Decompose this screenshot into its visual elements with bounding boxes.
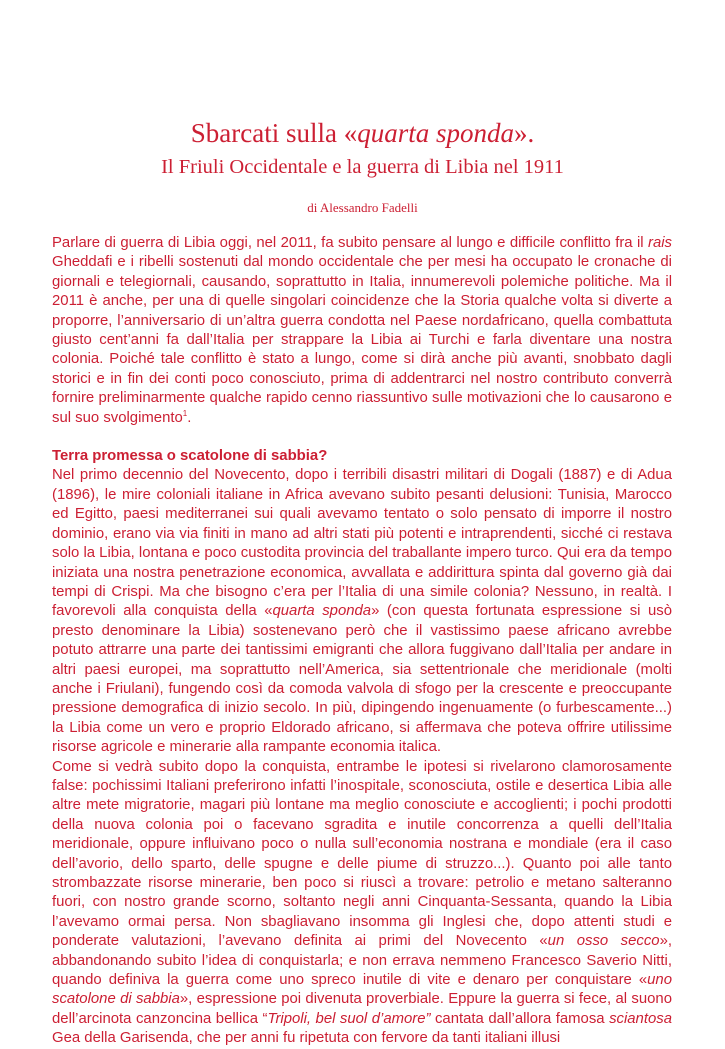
page-subtitle: Il Friuli Occidentale e la guerra di Libia nel 1911 [161,156,564,178]
body-paragraph-2 [52,758,672,1049]
intro-paragraph [52,234,672,428]
title-end-text: ». [514,118,535,148]
p2-italic-3: Tripoli, bel suol d’amore” [267,1010,431,1027]
p2-text-2: », abbandonando subito l’idea di conquistarla; e non errava nemmeno Francesco Saverio Nitti, quando definiva la guerra come uno spreco inutile di vite e denaro per conquistare « [52,933,672,989]
intro-italic-rais: rais [648,235,672,251]
p2-italic-4: sciantosa [609,1010,672,1027]
title-text: Sbarcati sulla « [190,118,358,148]
p2-text-1: Come si vedrà subito dopo la conquista, entrambe le ipotesi si rivelarono clamorosamente false: pochissimi Italiani preferirono infatti l’inospitale, sconosciuta, ostile e desertica Libia alle altre mete migratorie, magari più lontane ma meglio conosciute e accoglienti; i pochi prodotti della nuova colonia poi o facevano sgradita e inutile concorrenza a quelli dell’Italia meridionale, oppure influivano poco o nulla sull’economia nostrana e mondiale (era il caso dell’avorio, dello sparto, delle spugne e delle piume di struzzo...). Quanto poi alle tanto strombazzate risorse minerarie, ben poco si riuscì a trovare: petrolio e metano salteranno fuori, con nostro grande scorno, soltanto negli anni Cinquanta-Sessanta, quando la Libia l’avevamo ormai persa. Non sbagliavano insomma gli Inglesi che, dopo attenti studi e ponderate valutazioni, l’avevano definita ai primi del Novecento « [52,758,672,950]
p1-italic-1: quarta sponda [272,603,372,620]
footnote-marker[interactable]: 1 [182,408,188,418]
p2-italic-2: uno scatolone di sabbia [52,972,672,1008]
p1-text-2: » (con questa fortunata espressione si usò presto denominare la Libia) sostenevano però che il vastissimo paese africano avrebbe potuto attrarre una parte dei tantissimi emigranti che allora fuggivano dall’Italia per andare in altri paesi europei, ma soprattutto nell’America, sia settentrionale che meridionale (molti anche i Friulani), fungendo così da comoda valvola di sfogo per la crescente e preoccupante pressione demografica di inizio secolo. In più, dipingendo ingenuamente (o furbescamente...) la Libia come un vero e proprio Eldorado africano, si affermava che poteva offrire utilissime risorse agricole e minerarie alla rampante economia italica. [52,603,672,756]
author-line: di Alessandro Fadelli [307,200,418,215]
p2-text-3: », espressione poi divenuta proverbiale. Eppure la guerra si fece, al suono dell’arcinota canzoncina bellica “ [52,991,672,1027]
page-title [0,116,725,150]
intro-text-2: Gheddafi e i ribelli sostenuti dal mondo occidentale che per mesi ha occupato le cronache di giornali e telegiornali, causando, soprattutto in Italia, innumerevoli polemiche politiche. Ma il 2011 è anche, per una di quelle singolari coincidenze che la Storia qualche volta si diverte a proporre, l’anniversario di un’altra guerra condotta nel Paese nordafricano, quella combattuta giusto cent’anni fa dall’Italia per strappare la Libia ai Turchi e farla diventare una nostra colonia. Poiché tale conflitto è stato a lungo, come si dirà anche più avanti, snobbato dagli storici e in fin dei conti poco conosciuto, prima di addentrarci nel nostro contributo converrà fornire preliminarmente qualche rapido cenno riassuntivo sulle motivazioni che lo causarono e sul suo svolgimento [52,254,672,426]
intro-text-1: Parlare di guerra di Libia oggi, nel 2011, fa subito pensare al lungo e difficile conflitto fra il [52,235,648,251]
p2-italic-1: un osso secco [547,933,660,950]
intro-text-3: . [187,409,192,426]
article-body [52,234,672,1049]
body-paragraph-1 [52,466,672,757]
p1-text-1: Nel primo decennio del Novecento, dopo i terribili disastri militari di Dogali (1887) e di Adua (1896), le mire coloniali italiane in Africa avevano subito pesanti delusioni: Tunisia, Marocco ed Egitto, paesi mediterranei sui quali avevamo tentato o solo pensato di imporre il nostro dominio, erano via via finiti in mano ad altri stati più potenti e intraprendenti, sicché ci restava solo la Libia, lontana e poco custodita provincia del traballante impero turco. Qui era da tempo iniziata una nostra penetrazione economica, avvallata e addirittura spinta dal governo già dai tempi di Crispi. Ma che bisogno c’era per l’Italia di una simile colonia? Nessuno, in realtà. I favorevoli alla conquista della « [52,467,672,620]
p2-text-5: Gea della Garisenda, che per anni fu ripetuta con fervore da tanti italiani illusi [52,1030,561,1047]
p2-text-4: cantata dall’allora famosa [430,1010,610,1027]
title-italic-text: quarta sponda [357,118,514,148]
section-heading: Terra promessa o scatolone di sabbia? [52,448,328,465]
